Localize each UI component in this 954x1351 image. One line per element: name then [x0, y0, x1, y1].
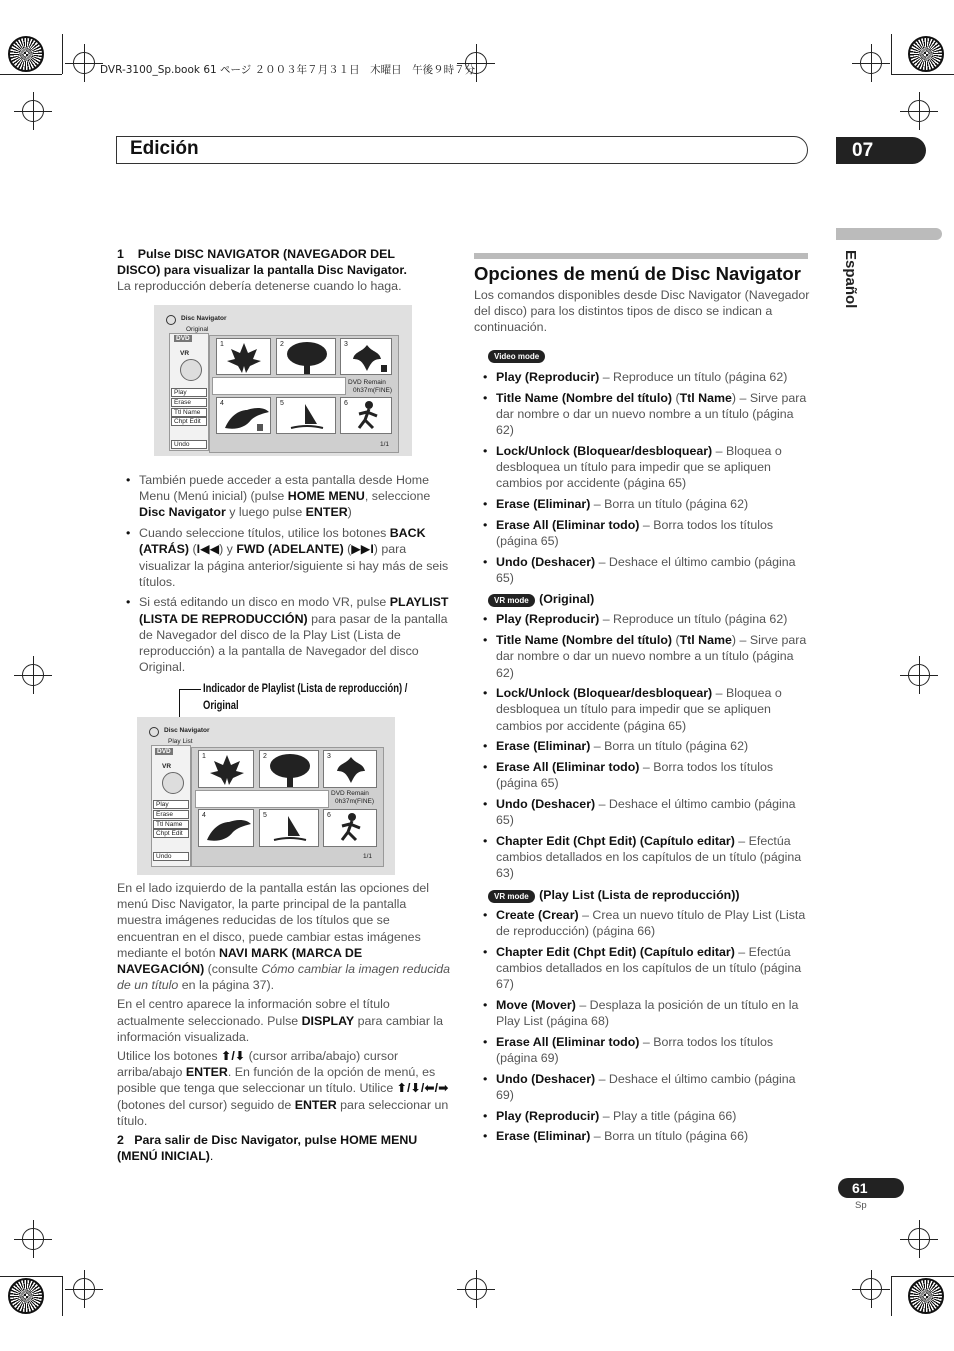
registration-rosette-top-left: [8, 36, 44, 72]
page-language-code: Sp: [855, 1200, 867, 1211]
registration-rosette-top-right: [908, 36, 944, 72]
registration-mark-left-3: [22, 1228, 44, 1250]
registration-mark-bottom-right: [860, 1278, 882, 1300]
paragraph-menu-description: En el lado izquierdo de la pantalla están las opciones del menú Disc Navigator, la parte principal de la pantalla muestra imágenes reducidas de los títulos que se encuentran en el disco, puede cambiar estas imágenes mediante el botón NAVI MARK (MARCA DE NAVEGACIÓN) (consulte Cómo cambiar la imagen reducida de un título en la página 37).: [117, 881, 451, 993]
thumbnail-number: 3: [344, 341, 348, 348]
step-number: 1: [117, 247, 124, 261]
registration-mark-right-1: [908, 100, 930, 122]
callout-line-horizontal: [179, 689, 201, 690]
section-bar: [474, 253, 808, 259]
vr-original-label: (Original): [539, 592, 595, 607]
thumbnail-number: 5: [263, 812, 267, 819]
thumbnail-number: 4: [220, 400, 224, 407]
registration-mark-top-left: [73, 52, 95, 74]
vr-original-item-erase: • Erase (Eliminar) – Borra un título (página 62): [474, 738, 810, 754]
screen-disc-icon: [149, 727, 159, 737]
thumbnail-4[interactable]: [198, 809, 254, 847]
toucan-icon: [217, 398, 271, 434]
disc-mode-label: VR: [180, 350, 190, 357]
crop-line: [891, 34, 892, 74]
registration-mark-bottom-left: [73, 1278, 95, 1300]
maple-leaf-icon: [217, 339, 271, 375]
registration-mark-left-2: [22, 664, 44, 686]
video-item-erase: • Erase (Eliminar) – Borra un título (página 62): [474, 496, 810, 512]
windsurf-icon: [277, 398, 336, 434]
vr-playlist-item-chapter-edit: • Chapter Edit (Chpt Edit) (Capítulo editar) – Efectúa cambios detallados en los capítulos de un título (página 67): [474, 944, 810, 993]
registration-mark-right-3: [908, 1228, 930, 1250]
menu-title-name[interactable]: Ttl Name: [171, 408, 207, 417]
thumbnail-number: 2: [263, 753, 267, 760]
title-info-box: [195, 790, 329, 808]
windsurf-icon: [260, 810, 319, 847]
maple-leaf-icon: [199, 751, 254, 788]
vr-original-item-erase-all: • Erase All (Eliminar todo) – Borra todos los títulos (página 65): [474, 759, 810, 791]
thumbnail-number: 5: [280, 400, 284, 407]
flower-icon: [324, 751, 377, 788]
tree-icon: [260, 751, 319, 788]
vr-playlist-item-create: • Create (Crear) – Crea un nuevo título de Play List (Lista de reproducción) (página 66): [474, 907, 810, 939]
screen-title: Disc Navigator: [164, 727, 210, 734]
registration-mark-right-2: [908, 664, 930, 686]
bullet-back-fwd: • Cuando seleccione títulos, utilice los botones BACK (ATRÁS) (I◀◀) y FWD (ADELANTE) (▶▶I) para visualizar la página anterior/siguiente si hay más de seis títulos.: [117, 525, 451, 590]
left-bullet-list: [117, 472, 451, 680]
chapter-number: 07: [836, 137, 926, 164]
page-indicator: 1/1: [380, 441, 390, 448]
vr-mode-badge: VR mode: [488, 890, 535, 903]
menu-chapter-edit[interactable]: Chpt Edit: [171, 417, 207, 426]
video-item-undo: • Undo (Deshacer) – Deshace el último cambio (página 65): [474, 554, 810, 586]
flower-icon: [341, 339, 392, 375]
registration-mark-bottom-mid: [465, 1278, 487, 1300]
thumbnail-number: 3: [327, 753, 331, 760]
bullet-playlist: • Si está editando un disco en modo VR, pulse PLAYLIST (LISTA DE REPRODUCCIÓN) para pasar de la pantalla de Navegador del disco de la Play List (Lista de reproducción) a la pantalla de Navegador del disco Original.: [117, 594, 451, 675]
screen-disc-icon: [166, 315, 176, 325]
thumbnail-1[interactable]: [216, 338, 271, 375]
vr-mode-badge: VR mode: [488, 594, 535, 607]
vr-playlist-list: [474, 907, 810, 1145]
screen-subtitle: Play List: [168, 738, 193, 745]
registration-rosette-bottom-left: [8, 1278, 44, 1314]
tree-icon: [277, 339, 336, 375]
video-item-title-name: • Title Name (Nombre del título) (Ttl Name) – Sirve para dar nombre o dar un nuevo nombre a un título (página 62): [474, 390, 810, 439]
menu-erase[interactable]: Erase: [171, 398, 207, 407]
registration-mark-left-1: [22, 100, 44, 122]
thumbnail-3[interactable]: [323, 750, 377, 788]
skater-icon: [324, 810, 377, 847]
left-body-text: [117, 880, 451, 1164]
thumbnail-5[interactable]: [259, 809, 319, 847]
language-tab: [836, 228, 942, 240]
video-item-erase-all: • Erase All (Eliminar todo) – Borra todos los títulos (página 65): [474, 517, 810, 549]
step-note: La reproducción debería detenerse cuando lo haga.: [117, 279, 402, 294]
video-mode-list: [474, 369, 810, 586]
thumbnail-6[interactable]: [340, 397, 392, 434]
disc-navigator-screen-original: [154, 305, 412, 456]
vr-original-item-lock: • Lock/Unlock (Bloquear/desbloquear) – Bloquea o desbloquea un título para impedir que se apliquen cambios por accidente (página 65): [474, 685, 810, 734]
vr-original-item-chapter-edit: • Chapter Edit (Chpt Edit) (Capítulo editar) – Efectúa cambios detallados en los capítulos de un título (página 63): [474, 833, 810, 882]
thumbnail-number: 6: [344, 400, 348, 407]
disc-remain-label: DVD Remain: [331, 790, 369, 797]
crop-line: [891, 1276, 892, 1316]
chapter-title: Edición: [130, 138, 199, 159]
bullet-home-menu: • También puede acceder a esta pantalla desde Home Menu (Menú inicial) (pulse HOME MENU, seleccione Disc Navigator y luego pulse ENTER): [117, 472, 451, 521]
crop-line: [0, 1276, 62, 1277]
section-intro: Los comandos disponibles desde Disc Navigator (Navegador del disco) para los distintos tipos de disco se indican a continuación.: [474, 288, 810, 335]
paragraph-display-info: En el centro aparece la información sobre el título actualmente seleccionado. Pulse DISPLAY para cambiar la información visualizada.: [117, 997, 444, 1044]
file-header-line: DVR-3100_Sp.book 61 ページ ２００３年７月３１日 木曜日 午後９時７分: [100, 64, 476, 76]
thumbnail-number: 1: [202, 753, 206, 760]
thumbnail-6[interactable]: [323, 809, 377, 847]
vr-playlist-item-play: • Play (Reproducir) – Play a title (página 66): [474, 1108, 810, 1124]
registration-mark-top-right: [860, 52, 882, 74]
disc-type-label: DVD: [157, 748, 171, 755]
registration-rosette-bottom-right: [908, 1278, 944, 1314]
disc-remain-label: DVD Remain: [348, 379, 386, 386]
crop-line: [0, 74, 62, 75]
video-item-lock: • Lock/Unlock (Bloquear/desbloquear) – Bloquea o desbloquea un título para impedir que se apliquen cambios por accidente (página 65): [474, 443, 810, 492]
thumbnail-number: 1: [220, 341, 224, 348]
thumbnail-3[interactable]: [340, 338, 392, 375]
right-column-lists: [474, 346, 810, 1149]
menu-title-name[interactable]: Ttl Name: [153, 820, 189, 829]
disc-navigator-screen-playlist: [137, 717, 395, 875]
page-number: 61: [838, 1178, 904, 1198]
thumbnail-4[interactable]: [216, 397, 271, 434]
menu-chapter-edit[interactable]: Chpt Edit: [153, 829, 189, 838]
thumbnail-number: 4: [202, 812, 206, 819]
vr-original-list: [474, 611, 810, 881]
thumbnail-number: 2: [280, 341, 284, 348]
section-title: Opciones de menú de Disc Navigator: [474, 263, 801, 284]
title-info-box: [212, 377, 346, 395]
vr-original-item-play: • Play (Reproducir) – Reproduce un título (página 62): [474, 611, 810, 627]
vr-playlist-label: (Play List (Lista de reproducción)): [539, 887, 740, 902]
disc-remain-value: 0h37m(FINE): [335, 798, 375, 805]
crop-line: [891, 74, 954, 75]
menu-undo[interactable]: Undo: [153, 852, 189, 861]
crop-line: [62, 34, 63, 74]
crop-line: [891, 1276, 954, 1277]
thumbnail-2[interactable]: [276, 338, 336, 375]
callout-label-line1: Indicador de Playlist (Lista de reproducción) /: [203, 683, 408, 695]
paragraph-cursor-buttons: Utilice los botones ⬆/⬇ (cursor arriba/abajo) cursor arriba/abajo ENTER. En función de la opción de menú, es posible que tenga que seleccionar un título. Utilice ⬆/⬇/⬅/➡ (botones del cursor) seguido de ENTER para seleccionar un título.: [117, 1049, 449, 1128]
video-mode-badge: Video mode: [488, 350, 545, 363]
vr-playlist-item-undo: • Undo (Deshacer) – Deshace el último cambio (página 69): [474, 1071, 810, 1103]
disc-type-label: DVD: [176, 335, 190, 342]
menu-erase[interactable]: Erase: [153, 810, 189, 819]
disc-mode-label: VR: [162, 763, 172, 770]
screen-subtitle: Original: [186, 326, 209, 333]
page-indicator: 1/1: [363, 853, 373, 860]
step-1: [117, 246, 435, 295]
video-item-play: • Play (Reproducir) – Reproduce un título (página 62): [474, 369, 810, 385]
vr-playlist-item-erase-all: • Erase All (Eliminar todo) – Borra todos los títulos (página 69): [474, 1034, 810, 1066]
thumbnail-2[interactable]: [259, 750, 319, 788]
step-instruction: Pulse DISC NAVIGATOR (NAVEGADOR DEL DISCO) para visualizar la pantalla Disc Navigator.: [117, 247, 407, 278]
toucan-icon: [199, 810, 254, 847]
vr-original-item-undo: • Undo (Deshacer) – Deshace el último cambio (página 65): [474, 796, 810, 828]
language-label: Español: [842, 250, 859, 309]
disc-remain-value: 0h37m(FINE): [353, 387, 393, 394]
vr-original-item-title-name: • Title Name (Nombre del título) (Ttl Name) – Sirve para dar nombre o dar un nuevo nombre a un título (página 62): [474, 632, 810, 681]
thumbnail-5[interactable]: [276, 397, 336, 434]
menu-play[interactable]: Play: [171, 388, 207, 397]
crop-line: [62, 1276, 63, 1316]
chapter-bar: [116, 136, 808, 164]
thumbnail-number: 6: [327, 812, 331, 819]
menu-undo[interactable]: Undo: [171, 440, 207, 449]
disc-icon: [180, 359, 202, 381]
screen-title: Disc Navigator: [181, 315, 227, 322]
vr-playlist-item-erase: • Erase (Eliminar) – Borra un título (página 66): [474, 1128, 810, 1144]
callout-label-line2: Original: [203, 700, 239, 712]
thumbnail-1[interactable]: [198, 750, 254, 788]
skater-icon: [341, 398, 392, 434]
vr-playlist-item-move: • Move (Mover) – Desplaza la posición de un título en la Play List (página 68): [474, 997, 810, 1029]
step-2: 2 Para salir de Disc Navigator, pulse HOME MENU (MENÚ INICIAL).: [117, 1133, 418, 1164]
disc-icon: [162, 772, 184, 794]
menu-play[interactable]: Play: [153, 800, 189, 809]
